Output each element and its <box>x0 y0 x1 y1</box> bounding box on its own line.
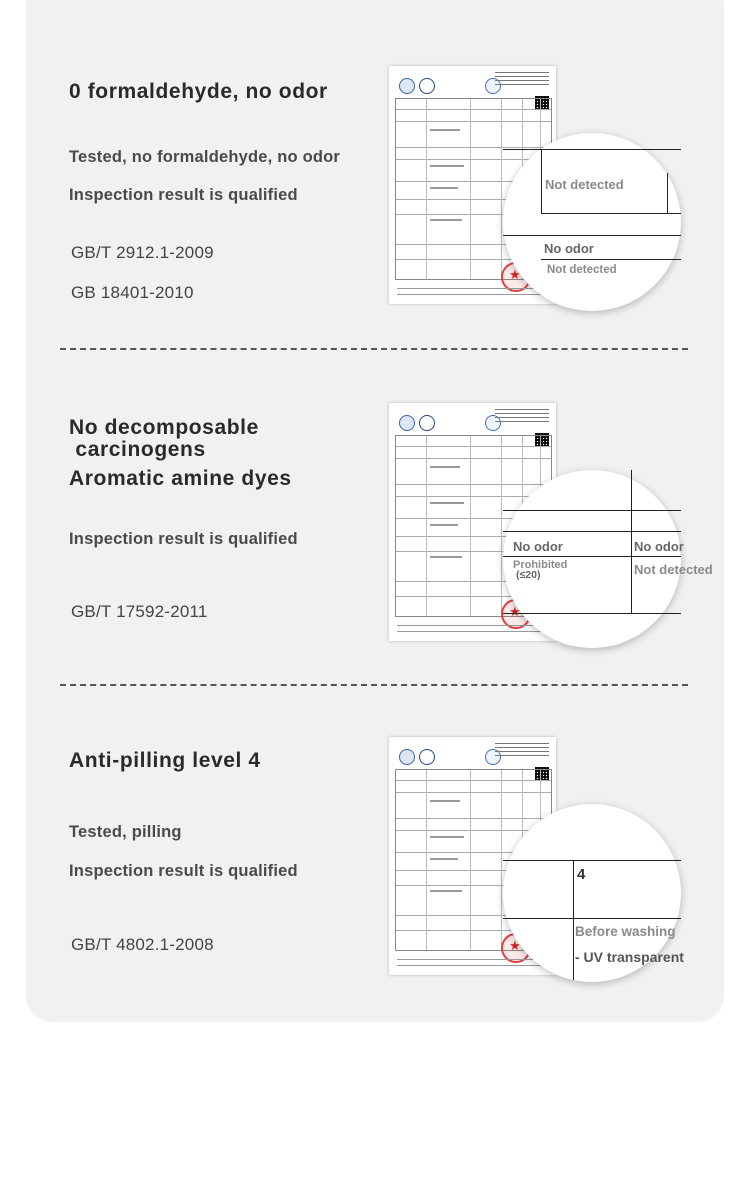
section-1-sub-2: Inspection result is qualified <box>69 186 298 204</box>
section-divider <box>60 684 688 686</box>
magnifier-label: - UV transparent <box>575 949 684 965</box>
section-2-standard-1: GB/T 17592-2011 <box>71 602 208 621</box>
section-3-standard-1: GB/T 4802.1-2008 <box>71 935 214 954</box>
section-divider <box>60 348 688 350</box>
magnifier-label: (≤20) <box>516 569 541 581</box>
section-3-sub-1: Tested, pilling <box>69 823 182 841</box>
section-2-title-line-2: carcinogens <box>69 438 206 461</box>
section-2-title-line-3: Aromatic amine dyes <box>69 467 292 490</box>
section-2-sub-1: Inspection result is qualified <box>69 530 298 548</box>
section-2-title-line-1: No decomposable <box>69 416 259 439</box>
magnifier-circle <box>503 470 713 648</box>
section-1-standard-2: GB 18401-2010 <box>71 283 194 302</box>
magnifier-circle <box>503 133 681 311</box>
section-3-sub-2: Inspection result is qualified <box>69 862 298 880</box>
magnifier-label: Not detected <box>545 177 624 192</box>
magnifier-label: Prohibited <box>513 559 568 571</box>
section-1-sub-1: Tested, no formaldehyde, no odor <box>69 148 341 166</box>
magnifier-circle <box>503 804 684 982</box>
magnifier-label: No odor <box>634 539 684 554</box>
magnifier-label: Before washing <box>575 924 676 939</box>
section-3-title: Anti-pilling level 4 <box>69 749 261 772</box>
magnifier-label: Not detected <box>547 264 617 276</box>
magnifier-label: Not detected <box>634 562 713 577</box>
section-1-standard-1: GB/T 2912.1-2009 <box>71 243 214 262</box>
magnifier-label: 4 <box>577 866 586 883</box>
magnifier-label: No odor <box>513 539 563 554</box>
magnifier-label: No odor <box>544 241 594 256</box>
section-1-title: 0 formaldehyde, no odor <box>69 80 328 103</box>
